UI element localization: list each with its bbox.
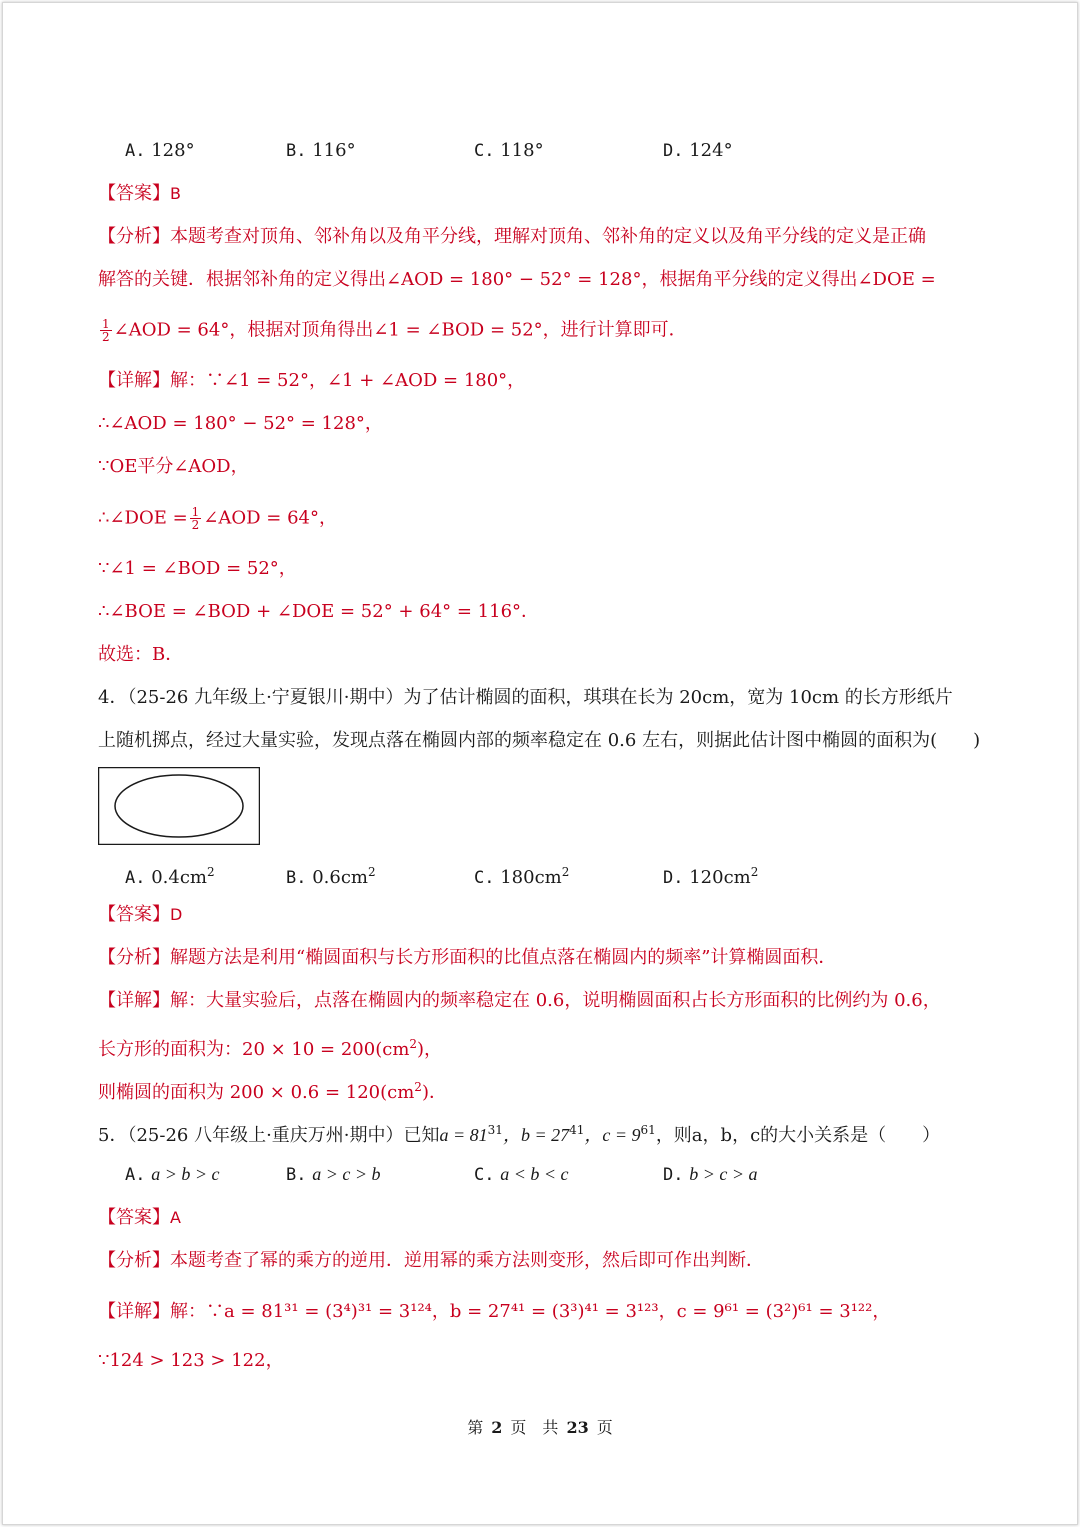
detail-text: 长方形的面积为：20 × 10 = 200(cm xyxy=(98,1039,410,1060)
answer-label: 【答案】 xyxy=(98,183,170,204)
q4-stem-line1: 4．（25-26 九年级上·宁夏银川·期中）为了估计椭圆的面积，琪琪在长为 20cm，宽为 10cm 的长方形纸片 xyxy=(98,687,953,708)
footer-prefix: 第 xyxy=(467,1418,484,1437)
choice-value: a > b > c xyxy=(151,1164,220,1184)
q4-choice-a xyxy=(125,860,215,890)
superscript: 2 xyxy=(561,865,570,879)
answer-value: B xyxy=(170,184,181,203)
choice-letter: C. xyxy=(474,141,495,161)
detail-text: ∠AOD = 64°， xyxy=(203,507,338,529)
choice-letter: A. xyxy=(125,1165,146,1185)
q4-choice-c xyxy=(474,860,569,890)
q5-choice-b xyxy=(286,1162,381,1187)
q4-detail-line3 xyxy=(98,1075,447,1105)
choice-value: 0.4cm xyxy=(151,867,207,888)
choice-letter: B. xyxy=(286,868,307,888)
q5-analysis xyxy=(98,1249,764,1273)
choice-value: a > c > b xyxy=(312,1164,381,1184)
frac-num: 1 xyxy=(191,505,200,519)
page-number: 2 xyxy=(491,1418,503,1437)
q5-choice-d xyxy=(663,1162,758,1187)
stem-c: ，c = 9 xyxy=(584,1125,641,1145)
choice-value: a < b < c xyxy=(500,1164,569,1184)
q4-detail-line2 xyxy=(98,1032,442,1062)
choice-value: b > c > a xyxy=(689,1164,758,1184)
ellipse-shape xyxy=(115,775,243,837)
superscript: 2 xyxy=(750,865,759,879)
choice-letter: A. xyxy=(125,141,146,161)
detail-text: 则椭圆的面积为 200 × 0.6 = 120(cm xyxy=(98,1082,415,1103)
choice-value: 180cm xyxy=(500,867,562,888)
analysis-text: 本题考查了幂的乘方的逆用．逆用幂的乘方法则变形，然后即可作出判断． xyxy=(170,1250,764,1271)
superscript: 2 xyxy=(414,1080,422,1094)
frac-den: 2 xyxy=(191,518,200,532)
total-pages: 23 xyxy=(566,1418,589,1437)
fraction-half xyxy=(190,506,202,531)
q3-choice-c xyxy=(474,139,544,163)
detail-text: )． xyxy=(421,1082,447,1103)
q3-choice-b xyxy=(286,139,356,163)
frac-num: 1 xyxy=(102,317,110,331)
choice-value: 116° xyxy=(312,140,356,161)
rectangle-ellipse-diagram xyxy=(98,767,260,845)
superscript: 31 xyxy=(487,1123,503,1137)
footer-suffix: 页 xyxy=(596,1418,613,1437)
answer-label: 【答案】 xyxy=(98,1207,170,1228)
choice-value: 118° xyxy=(500,140,544,161)
analysis-text: 解题方法是利用“椭圆面积与长方形面积的比值点落在椭圆内的频率”计算椭圆面积． xyxy=(170,947,837,968)
choice-letter: B. xyxy=(286,1165,307,1185)
q5-detail-line1 xyxy=(98,1300,890,1324)
stem-text: ，则a，b，c的大小关系是（ ） xyxy=(655,1125,941,1146)
fraction-half xyxy=(100,318,112,343)
q3-analysis-line3 xyxy=(98,318,687,343)
choice-value: 128° xyxy=(151,140,195,161)
choice-letter: D. xyxy=(663,868,684,888)
analysis-text: 本题考查对顶角、邻补角以及角平分线，理解对顶角、邻补角的定义以及角平分线的定义是正确 xyxy=(170,226,926,247)
superscript: 41 xyxy=(569,1123,585,1137)
choice-value: 124° xyxy=(689,140,733,161)
detail-text: 解：大量实验后，点落在椭圆内的频率稳定在 0.6，说明椭圆面积占长方形面积的比例约为 0.6， xyxy=(170,990,941,1011)
q4-answer xyxy=(98,903,182,927)
detail-text: 解：∵a = 81³¹ = (3⁴)³¹ = 3¹²⁴，b = 27⁴¹ = (3³)⁴¹ = 3¹²³，c = 9⁶¹ = (3²)⁶¹ = 3¹²²， xyxy=(170,1301,891,1322)
stem-b: ，b = 27 xyxy=(502,1125,570,1145)
q5-detail-line2: ∵124 > 123 > 122， xyxy=(98,1350,284,1371)
detail-text: 解：∵∠1 = 52°，∠1 + ∠AOD = 180°， xyxy=(170,370,526,391)
footer-mid: 页 共 xyxy=(510,1418,559,1437)
answer-value: D xyxy=(170,905,183,924)
q4-choice-d xyxy=(663,860,758,890)
choice-letter: B. xyxy=(286,141,307,161)
q4-detail-line1 xyxy=(98,989,941,1013)
detail-label: 【详解】 xyxy=(98,1301,170,1322)
q3-detail-line2: ∴∠AOD = 180° − 52° = 128°， xyxy=(98,413,383,434)
answer-value: A xyxy=(170,1208,181,1227)
q3-detail-line1 xyxy=(98,369,525,393)
choice-value: 120cm xyxy=(689,867,751,888)
stem-text: 5．（25-26 八年级上·重庆万州·期中）已知 xyxy=(98,1125,440,1146)
q4-analysis xyxy=(98,946,836,970)
q3-detail-line6: ∴∠BOE = ∠BOD + ∠DOE = 52° + 64° = 116°． xyxy=(98,601,540,622)
q4-choice-b xyxy=(286,860,376,890)
q3-detail-line4 xyxy=(98,506,337,531)
q3-choice-d xyxy=(663,139,733,163)
q3-choice-a xyxy=(125,139,195,163)
superscript: 2 xyxy=(368,865,376,879)
analysis-text: ∠AOD = 64°，根据对顶角得出∠1 = ∠BOD = 52°，进行计算即可． xyxy=(113,319,687,341)
choice-letter: C. xyxy=(474,868,495,888)
choice-letter: C. xyxy=(474,1165,495,1185)
choice-value: 0.6cm xyxy=(312,867,368,888)
answer-label: 【答案】 xyxy=(98,904,170,925)
detail-label: 【详解】 xyxy=(98,370,170,391)
detail-label: 【详解】 xyxy=(98,990,170,1011)
choice-letter: A. xyxy=(125,868,146,888)
q3-analysis-line1 xyxy=(98,225,926,249)
page-footer xyxy=(0,1418,1080,1438)
q3-conclusion: 故选：B． xyxy=(98,644,184,665)
q4-stem-line2: 上随机掷点，经过大量实验，发现点落在椭圆内部的频率稳定在 0.6 左右，则据此估计图中椭圆的面积为( ) xyxy=(98,730,981,751)
q3-detail-line5: ∵∠1 = ∠BOD = 52°， xyxy=(98,558,297,579)
stem-a: a = 81 xyxy=(439,1125,488,1145)
choice-letter: D. xyxy=(663,1165,684,1185)
q5-answer xyxy=(98,1206,181,1230)
q3-analysis-line2: 解答的关键．根据邻补角的定义得出∠AOD = 180° − 52° = 128°，根据角平分线的定义得出∠DOE = xyxy=(98,269,936,290)
choice-letter: D. xyxy=(663,141,684,161)
analysis-label: 【分析】 xyxy=(98,947,170,968)
q5-stem xyxy=(98,1118,940,1148)
frac-den: 2 xyxy=(102,330,110,344)
analysis-label: 【分析】 xyxy=(98,226,170,247)
detail-text: ∴∠DOE = xyxy=(98,507,188,529)
detail-text: )， xyxy=(417,1039,443,1060)
rectangle-shape xyxy=(99,768,260,845)
q5-choice-a xyxy=(125,1162,220,1187)
q3-answer xyxy=(98,182,181,206)
superscript: 2 xyxy=(207,865,215,879)
q5-choice-c xyxy=(474,1162,569,1187)
superscript: 61 xyxy=(640,1123,656,1137)
q3-detail-line3: ∵OE平分∠AOD， xyxy=(98,456,249,477)
superscript: 2 xyxy=(409,1037,418,1051)
analysis-label: 【分析】 xyxy=(98,1250,170,1271)
